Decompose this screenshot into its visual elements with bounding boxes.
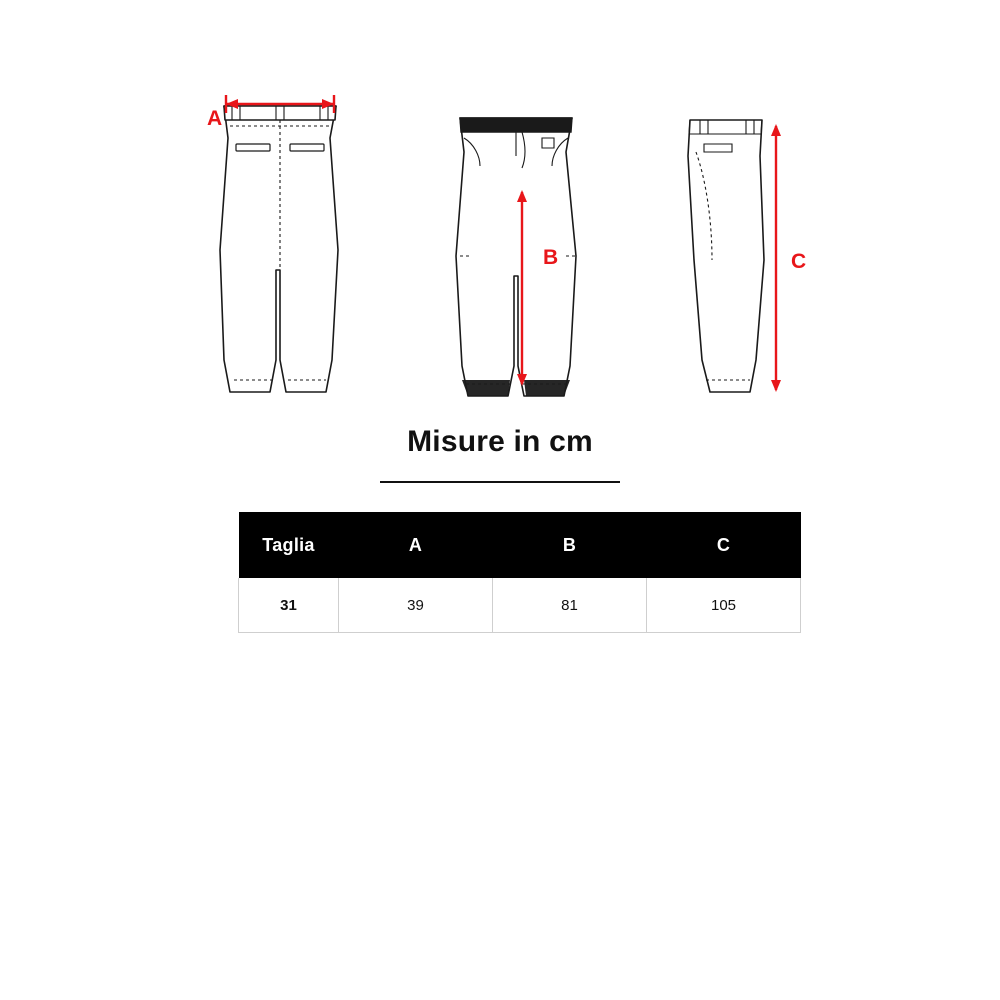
garment-diagrams xyxy=(0,60,1000,420)
trousers-side-view xyxy=(660,60,860,400)
measure-label-a: A xyxy=(207,107,223,130)
title-block xyxy=(0,425,1000,483)
table-row xyxy=(239,578,801,633)
title-divider xyxy=(380,481,620,483)
table-header-a: A xyxy=(339,512,493,578)
measure-label-b: B xyxy=(543,246,559,269)
cell-a: 39 xyxy=(339,578,493,633)
cell-taglia: 31 xyxy=(239,578,339,633)
table-header-row xyxy=(239,512,801,578)
size-table-container xyxy=(238,512,800,633)
size-table xyxy=(238,512,801,633)
cell-c: 105 xyxy=(647,578,801,633)
table-header-taglia: Taglia xyxy=(239,512,339,578)
table-header-b: B xyxy=(493,512,647,578)
measure-label-c: C xyxy=(791,250,807,273)
cell-b: 81 xyxy=(493,578,647,633)
table-header-c: C xyxy=(647,512,801,578)
trousers-front-view xyxy=(430,60,630,400)
page-title: Misure in cm xyxy=(407,425,593,458)
